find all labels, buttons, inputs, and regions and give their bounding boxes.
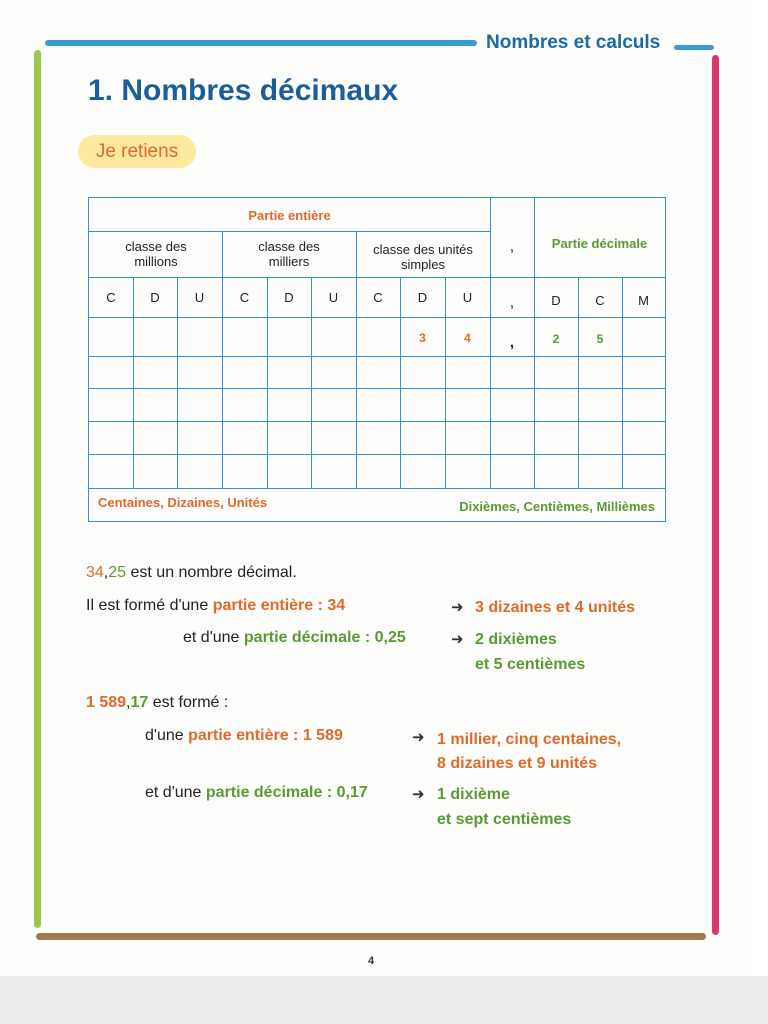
digit-centiemes: 5: [596, 332, 604, 346]
header-rule: [45, 40, 477, 46]
page-number: 4: [368, 955, 375, 967]
place-value-table: [88, 197, 666, 522]
comma-header: ,: [509, 238, 515, 255]
col-c-unites: C: [373, 290, 383, 305]
col-u-millions: U: [194, 290, 205, 305]
scan-background: [0, 976, 768, 1024]
col-d-millions: D: [150, 290, 160, 305]
lesson-title: 1. Nombres décimaux: [88, 74, 399, 107]
col-milliemes: M: [638, 293, 649, 308]
digit-dixiemes: 2: [552, 332, 560, 346]
arrow-right-icon: ➜: [412, 729, 425, 746]
class-millions: classe des millions: [125, 239, 187, 269]
example2-integer-value: : 1 589: [293, 727, 343, 744]
example2-dec: 17: [130, 694, 149, 711]
integer-part-header: Partie entière: [248, 208, 331, 223]
col-dixiemes: D: [551, 293, 561, 308]
decimal-part-header: Partie décimale: [551, 236, 648, 251]
example2-decimal-result-1: 1 dixième: [437, 786, 510, 803]
footer-integer-units: Centaines, Dizaines, Unités: [98, 495, 268, 510]
col-c-milliers: C: [239, 290, 250, 305]
col-centiemes: C: [595, 293, 605, 308]
example2-integer-label: partie entière: [188, 727, 289, 744]
example1-decimal-result-1: 2 dixièmes: [475, 631, 557, 648]
arrow-right-icon: ➜: [412, 786, 425, 803]
example2-integer-result-1: 1 millier, cinq centaines,: [437, 731, 622, 748]
class-milliers: classe des milliers: [258, 239, 320, 269]
col-u-unites: U: [462, 290, 473, 305]
example1-decimal-value: : 0,25: [364, 629, 406, 646]
digit-unites: 4: [464, 331, 471, 345]
example2-decimal-value: : 0,17: [326, 784, 368, 801]
example2-decimal-result-2: et sept centièmes: [437, 811, 572, 828]
left-margin-rule: [34, 50, 41, 928]
example1-decimal-result-2: et 5 centièmes: [475, 656, 586, 673]
example1-int: 34: [86, 564, 104, 581]
example1-decimal-label: partie décimale: [243, 629, 361, 646]
example-comma: ,: [509, 334, 515, 351]
example2-line2: [145, 727, 343, 745]
example2-line3: [145, 784, 368, 802]
example2-decimal-label: partie décimale: [205, 784, 323, 801]
example2-integer-result-2: 8 dizaines et 9 unités: [437, 755, 598, 772]
col-u-milliers: U: [328, 290, 339, 305]
header-rule-end: [674, 45, 714, 50]
example1-line2: [86, 597, 345, 615]
col-c-millions: C: [106, 290, 116, 305]
example1-integer-label: partie entière: [212, 597, 314, 614]
example1-integer-result: 3 dizaines et 4 unités: [475, 599, 636, 616]
col-d-milliers: D: [284, 290, 294, 305]
footer-decimal-units: Dixièmes, Centièmes, Millièmes: [459, 499, 655, 514]
example1-line1: 34,25 est un nombre décimal.: [86, 564, 297, 581]
example1-integer-value: : 34: [317, 597, 346, 614]
arrow-right-icon: ➜: [451, 631, 464, 648]
example2-line1-rest: est formé :: [152, 694, 229, 711]
example1-line1-rest: est un nombre décimal.: [130, 564, 297, 581]
example2-line2-prefix: d'une: [145, 727, 184, 744]
example2-int: 1 589: [86, 694, 127, 711]
example2-line1: 1 589,17 est formé :: [86, 694, 229, 711]
class-unites-simples: classe des unités simples: [373, 242, 473, 272]
col-d-unites: D: [417, 290, 428, 305]
right-margin-rule: [712, 55, 719, 935]
example1-line3: [183, 629, 406, 647]
example1-line3-prefix: et d'une: [183, 629, 240, 646]
je-retiens-badge: Je retiens: [78, 135, 196, 168]
example1-line2-prefix: Il est formé d'une: [86, 597, 209, 614]
section-title: Nombres et calculs: [486, 32, 661, 53]
example1-dec: 25: [108, 564, 127, 581]
col-comma: ,: [509, 294, 515, 311]
arrow-right-icon: ➜: [451, 599, 464, 616]
example2-line3-prefix: et d'une: [145, 784, 202, 801]
digit-dizaines: 3: [419, 331, 426, 345]
footer-rule: [36, 933, 706, 940]
